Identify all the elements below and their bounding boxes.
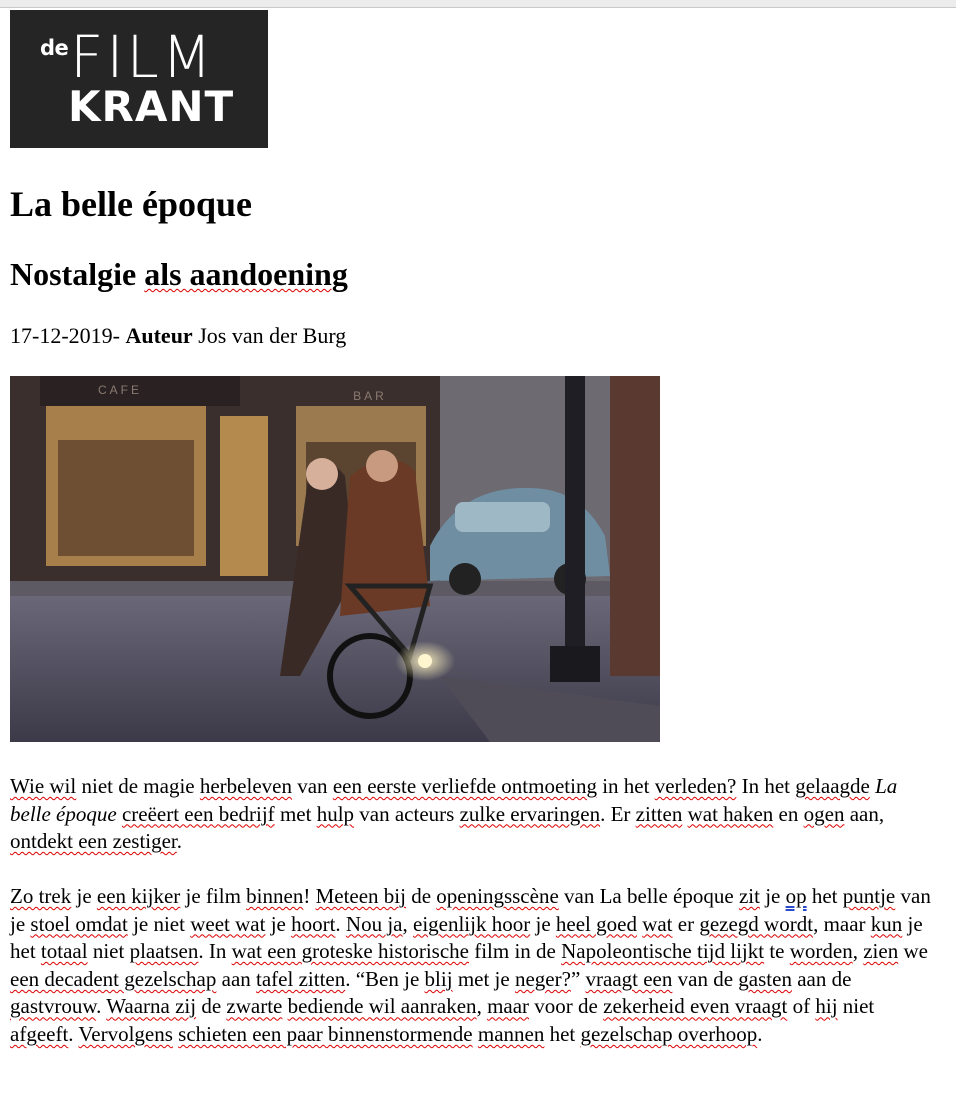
underlined-text-run: Zo trek (10, 884, 72, 908)
text-run: we (898, 939, 928, 964)
text-run: van La belle époque (558, 884, 739, 908)
text-run: , (852, 939, 864, 964)
text-run: aan de (791, 966, 852, 991)
text-run: . Er (600, 801, 636, 826)
text-run: niet (837, 994, 875, 1019)
text-run: er (672, 911, 700, 936)
underlined-text-run: vraagt een (585, 966, 673, 991)
underlined-text-run: openingsscène (436, 884, 559, 908)
underlined-text-run: blij (424, 966, 453, 991)
underlined-text-run: gastvrouw (10, 994, 97, 1019)
text-run: aan (216, 966, 257, 991)
brick-pillar (610, 376, 660, 676)
article-date: 17-12-2019- (10, 323, 120, 348)
text-run: aan, (844, 801, 885, 826)
underlined-text-run: puntje (842, 884, 896, 908)
underlined-text-run: heel goed (555, 911, 637, 936)
underlined-text-run: Waarna zij (106, 994, 197, 1019)
article-subtitle (10, 254, 348, 294)
underlined-text-run: totaal (40, 939, 88, 964)
underlined-text-run: Vervolgens (78, 1021, 173, 1046)
text-run: ! (303, 884, 316, 908)
underlined-text-run: zulke ervaringen (459, 801, 601, 826)
text-run: je het (10, 911, 923, 964)
underlined-text-run: zien (863, 939, 899, 964)
cafe-door (220, 416, 268, 576)
text-run: “Ben je (355, 966, 425, 991)
street-lamp-post (565, 376, 585, 676)
text-run: In het (736, 774, 796, 798)
underlined-text-run: zwarte (226, 994, 283, 1019)
underlined-text-run: kun (870, 911, 903, 936)
underlined-text-run: op (785, 884, 807, 908)
underlined-text-run: bediende wil aanraken (287, 994, 477, 1019)
text-run: . (335, 911, 346, 936)
underlined-text-run: stoel omdat (30, 911, 128, 936)
author-name: Jos van der Burg (192, 323, 347, 348)
underlined-text-run: ontdekt een zestiger (10, 829, 177, 854)
text-run: , maar (813, 911, 871, 936)
underlined-text-run: gezelschap overhoop (580, 1021, 758, 1046)
underlined-text-run: creëert een bedrijf (121, 801, 275, 826)
underlined-text-run: gasten (738, 966, 792, 991)
text-run: . (345, 966, 356, 991)
text-run: , (476, 994, 488, 1019)
text-run: . (176, 829, 183, 854)
underlined-text-run: schieten een paar binnenstormende (178, 1021, 473, 1046)
underlined-text-run: een eerste verliefde ontmoeting (332, 774, 597, 798)
logo-line-krant: KRANT (68, 82, 235, 131)
filmkrant-logo[interactable] (10, 10, 268, 148)
underlined-text-run: zitten (635, 801, 683, 826)
text-run: het (806, 884, 843, 908)
cafe-window-inner (58, 440, 194, 556)
text-run: je (71, 884, 97, 908)
underlined-text-run: herbeleven (199, 774, 292, 798)
subtitle-part-underlined: als aandoening (144, 256, 348, 292)
underlined-text-run: hoort (291, 911, 336, 936)
text-run: van acteurs (354, 801, 460, 826)
underlined-text-run: gezegd wordt (699, 911, 814, 936)
underlined-text-run: zekerheid even vraagt (603, 994, 788, 1019)
underlined-text-run: wat (642, 911, 673, 936)
paragraph-2 (10, 883, 940, 1049)
text-run: van (291, 774, 333, 798)
underlined-text-run: Nou ja (345, 911, 403, 936)
text-run: in het (596, 774, 655, 798)
underlined-text-run: mannen (477, 1021, 545, 1046)
underlined-text-run: hij (815, 994, 838, 1019)
underlined-text-run: gelaagde (795, 774, 870, 798)
text-run: je (759, 884, 786, 908)
text-run: van de (672, 966, 739, 991)
underlined-text-run: weet wat (190, 911, 266, 936)
logo-line-film: FILM (70, 23, 215, 91)
underlined-text-run: Wie wil (10, 774, 77, 798)
paragraph-1 (10, 773, 940, 856)
text-run: of (787, 994, 816, 1019)
text-run: het (544, 1021, 581, 1046)
text-run: . (68, 1021, 79, 1046)
underlined-text-run: Napoleontische tijd lijkt (561, 939, 765, 964)
browser-top-edge (0, 0, 956, 8)
underlined-text-run: afgeeft (10, 1021, 69, 1046)
underlined-text-run: wat haken (687, 801, 774, 826)
bar-sign-text: BAR (353, 389, 387, 403)
author-label: Auteur (125, 323, 193, 348)
underlined-text-run: worden (789, 939, 853, 964)
underlined-text-run: tafel zitten (256, 966, 346, 991)
street-lamp-base (550, 646, 600, 682)
text-run: . (757, 1021, 763, 1046)
subtitle-part: Nostalgie (10, 256, 145, 292)
bike-headlight (418, 654, 432, 668)
text-run: en (773, 801, 804, 826)
text-run: in de (514, 939, 562, 964)
text-run: film (468, 939, 515, 964)
text-run: je film (180, 884, 247, 908)
underlined-text-run: een decadent gezelschap (10, 966, 217, 991)
text-run: de (196, 994, 227, 1019)
underlined-text-run: zit (738, 884, 760, 908)
cafe-sign-text: CAFE (97, 383, 143, 397)
text-run: je niet (127, 911, 191, 936)
underlined-text-run: binnen (246, 884, 304, 908)
text-run: niet de magie (76, 774, 200, 798)
text-run: niet (87, 939, 130, 964)
film-title-italic: La belle époque (10, 774, 898, 826)
underlined-text-run: Meteen bij (315, 884, 406, 908)
text-run: , (402, 911, 413, 936)
underlined-text-run: neger? (514, 966, 571, 991)
article-title: La belle époque (10, 184, 253, 224)
text-run: te (764, 939, 790, 964)
underlined-text-run: eigenlijk hoor (413, 911, 531, 936)
article-meta (10, 322, 346, 350)
text-run: je (530, 911, 556, 936)
article-photo (10, 376, 660, 742)
text-run: . (96, 994, 107, 1019)
text-run: voor de (529, 994, 604, 1019)
underlined-text-run: ogen (803, 801, 845, 826)
underlined-text-run: verleden? (654, 774, 737, 798)
text-run: van je (10, 884, 931, 936)
text-run: ” (570, 966, 586, 991)
text-run: . In (198, 939, 232, 964)
underlined-text-run: maar (487, 994, 530, 1019)
text-run: met je (452, 966, 515, 991)
text-run: de (405, 884, 437, 908)
underlined-text-run: een kijker (96, 884, 181, 908)
underlined-text-run: wat een groteske historische (231, 939, 469, 964)
text-run: je (265, 911, 292, 936)
logo-prefix: de (40, 36, 69, 60)
underlined-text-run: hulp (316, 801, 355, 826)
underlined-text-run: plaatsen (129, 939, 199, 964)
text-run: met (274, 801, 317, 826)
